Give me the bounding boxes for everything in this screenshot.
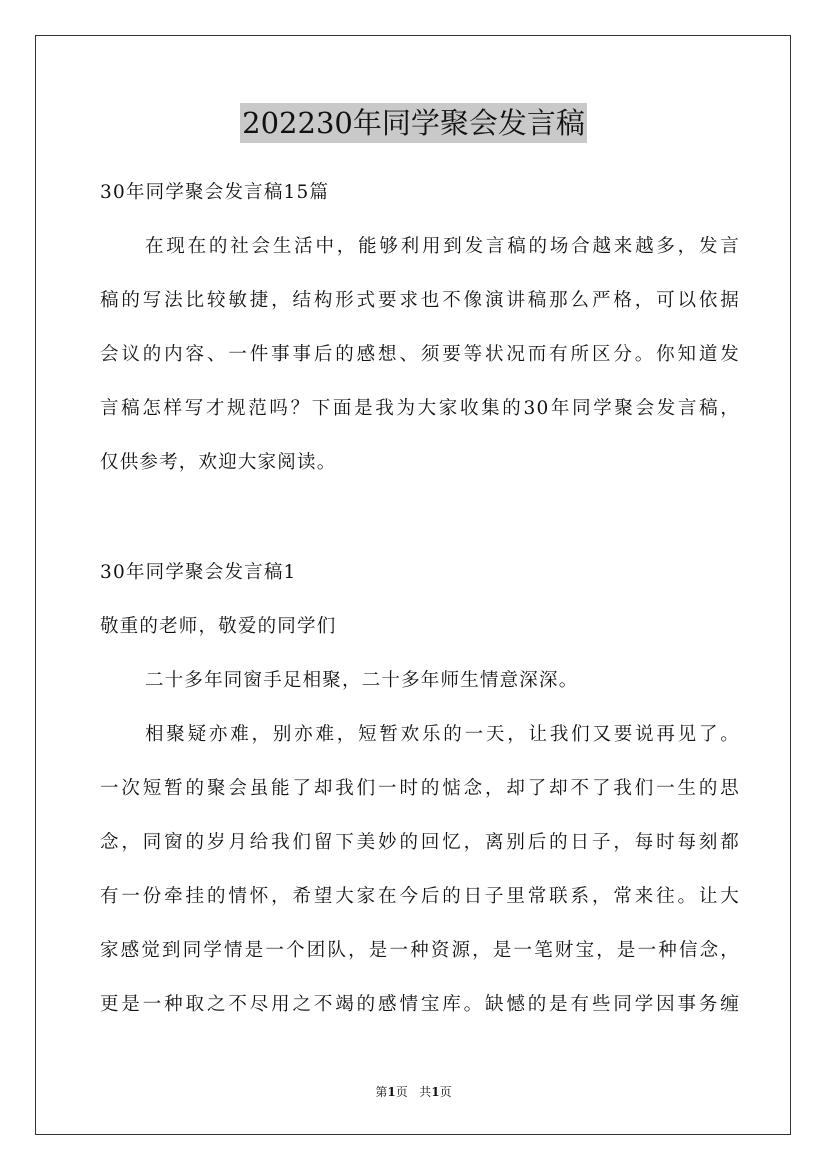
paragraph-line: 相聚疑亦难，别亦难，短暂欢乐的一天，让我们又要说再见了。 (145, 724, 740, 745)
document-title (0, 103, 827, 143)
document-subtitle: 30年同学聚会发言稿15篇 (100, 182, 330, 203)
intro-line: 稿的写法比较敏捷，结构形式要求也不像演讲稿那么严格，可以依据 (100, 290, 740, 311)
intro-line: 言稿怎样写才规范吗？下面是我为大家收集的30年同学聚会发言稿， (100, 398, 740, 419)
page-prefix: 第 (375, 1085, 388, 1099)
intro-line: 仅供参考，欢迎大家阅读。 (100, 452, 337, 473)
greeting: 敬重的老师，敬爱的同学们 (100, 616, 337, 637)
total-prefix: 共 (419, 1085, 432, 1099)
section-heading: 30年同学聚会发言稿1 (100, 562, 297, 583)
intro-line: 会议的内容、一件事事后的感想、须要等状况而有所区分。你知道发 (100, 344, 740, 365)
total-pages: 1 (431, 1085, 440, 1099)
paragraph-line: 念，同窗的岁月给我们留下美妙的回忆，离别后的日子，每时每刻都 (100, 832, 740, 853)
page-suffix: 页 (395, 1085, 408, 1099)
paragraph-line: 家感觉到同学情是一个团队，是一种资源，是一笔财宝，是一种信念， (100, 940, 740, 961)
paragraph-line: 二十多年同窗手足相聚，二十多年师生情意深深。 (145, 670, 579, 691)
paragraph-line: 更是一种取之不尽用之不竭的感情宝库。缺憾的是有些同学因事务缠 (100, 994, 740, 1015)
total-suffix: 页 (439, 1085, 452, 1099)
page-footer (0, 1083, 827, 1101)
document-title-text: 202230年同学聚会发言稿 (240, 103, 587, 143)
paragraph-line: 有一份牵挂的情怀，希望大家在今后的日子里常联系，常来往。让大 (100, 886, 740, 907)
intro-line: 在现在的社会生活中，能够利用到发言稿的场合越来越多，发言 (145, 236, 740, 257)
page-number: 1 (387, 1085, 396, 1099)
paragraph-line: 一次短暂的聚会虽能了却我们一时的惦念，却了却不了我们一生的思 (100, 778, 740, 799)
